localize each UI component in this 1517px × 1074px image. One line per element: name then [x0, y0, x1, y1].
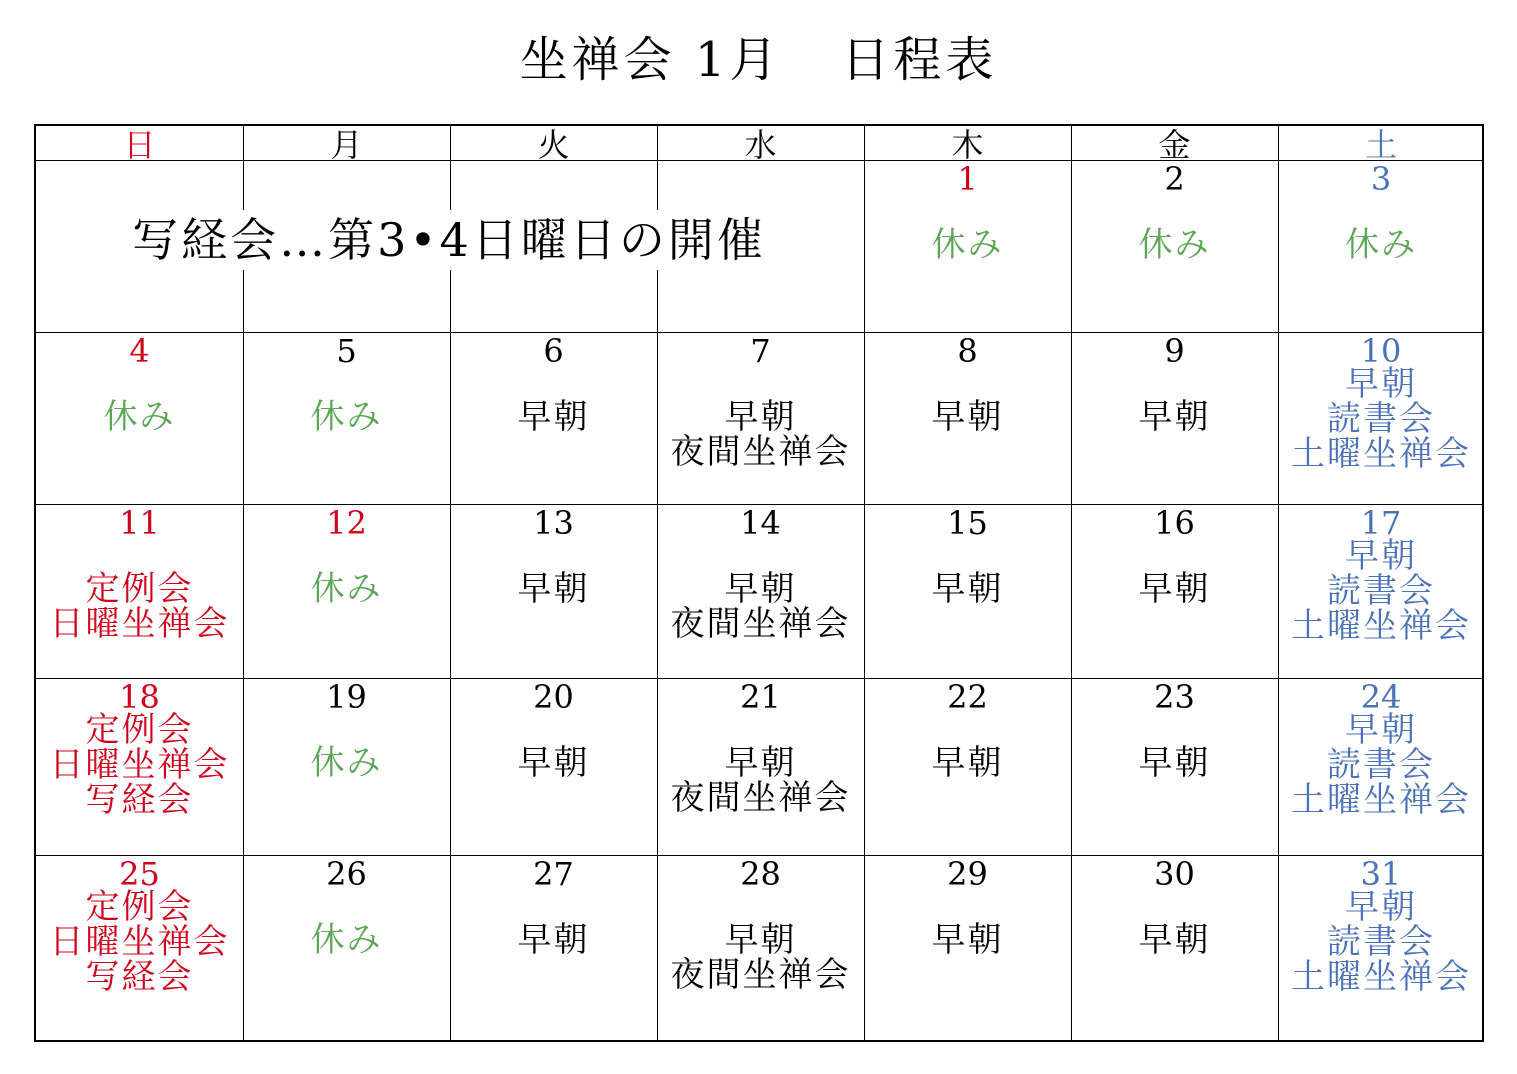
event-label: 休み: [103, 397, 176, 437]
day-number: 21: [740, 678, 781, 716]
day-cell[interactable]: [864, 160, 1071, 332]
event-label: 早朝: [1345, 536, 1417, 576]
event-label: 休み: [931, 225, 1004, 265]
event-label: 早朝: [931, 743, 1004, 783]
day-cell[interactable]: [450, 678, 657, 855]
day-cell[interactable]: [657, 504, 864, 678]
day-number: 24: [1360, 678, 1402, 716]
event-label: 休み: [310, 920, 383, 960]
day-cell[interactable]: [1071, 332, 1278, 504]
event-label: 土曜坐禅会: [1291, 780, 1471, 820]
day-cell[interactable]: [864, 504, 1071, 678]
weekday-header: 水: [744, 126, 777, 164]
event-label: 夜間坐禅会: [670, 604, 851, 644]
event-label: 日曜坐禅会: [49, 604, 230, 644]
day-number: 31: [1360, 855, 1402, 893]
day-number: 18: [119, 678, 160, 716]
day-cell[interactable]: [450, 160, 657, 332]
day-number: 5: [336, 332, 357, 370]
day-cell[interactable]: [1278, 504, 1484, 678]
day-cell[interactable]: [450, 332, 657, 504]
day-cell[interactable]: [1071, 160, 1278, 332]
event-label: 早朝: [724, 743, 797, 783]
day-number: 2: [1164, 160, 1185, 198]
event-label: 早朝: [724, 920, 797, 960]
day-number: 3: [1370, 160, 1392, 198]
day-number: 19: [326, 678, 367, 716]
event-label: 早朝: [1138, 743, 1211, 783]
day-cell[interactable]: [1071, 678, 1278, 855]
day-cell[interactable]: [243, 504, 450, 678]
day-cell[interactable]: [1071, 855, 1278, 1042]
event-label: 早朝: [517, 569, 590, 609]
day-number: 12: [326, 504, 367, 542]
event-label: 早朝: [931, 397, 1004, 437]
event-label: 早朝: [517, 743, 590, 783]
weekday-header: 木: [951, 126, 984, 164]
day-number: 11: [119, 504, 160, 542]
weekday-header: 日: [123, 126, 156, 164]
day-number: 26: [326, 855, 367, 893]
event-label: 写経会: [85, 780, 194, 820]
banner-notice: 写経会…第3•4日曜日の開催: [36, 210, 862, 270]
event-label: 土曜坐禅会: [1291, 957, 1471, 997]
day-number: 1: [957, 160, 978, 198]
day-cell[interactable]: [864, 855, 1071, 1042]
day-number: 25: [119, 855, 160, 893]
day-cell[interactable]: [864, 332, 1071, 504]
day-number: 15: [947, 504, 988, 542]
event-label: 土曜坐禅会: [1291, 606, 1471, 646]
event-label: 早朝: [1138, 920, 1211, 960]
weekday-header: 火: [537, 126, 570, 164]
event-label: 早朝: [1345, 364, 1417, 404]
weekday-header: 土: [1364, 126, 1397, 164]
event-label: 早朝: [931, 569, 1004, 609]
event-label: 早朝: [724, 569, 797, 609]
event-label: 早朝: [517, 397, 590, 437]
calendar-grid: [34, 124, 1484, 1042]
event-label: 写経会: [85, 957, 194, 997]
event-label: 夜間坐禅会: [670, 955, 851, 995]
title-right: 日程表: [841, 32, 998, 88]
day-number: 6: [543, 332, 564, 370]
day-cell[interactable]: [657, 678, 864, 855]
weekday-header: 月: [330, 126, 363, 164]
day-number: 7: [750, 332, 771, 370]
event-label: 読書会: [1327, 745, 1435, 785]
day-number: 9: [1164, 332, 1185, 370]
day-cell[interactable]: [657, 855, 864, 1042]
day-number: 16: [1154, 504, 1195, 542]
event-label: 早朝: [1138, 397, 1211, 437]
event-label: 夜間坐禅会: [670, 432, 851, 472]
day-cell[interactable]: [36, 855, 243, 1042]
day-cell[interactable]: [1278, 678, 1484, 855]
day-number: 22: [947, 678, 988, 716]
day-cell[interactable]: [864, 678, 1071, 855]
event-label: 早朝: [517, 920, 590, 960]
day-number: 13: [533, 504, 574, 542]
event-label: 休み: [310, 569, 383, 609]
day-cell[interactable]: [243, 332, 450, 504]
day-cell[interactable]: [243, 855, 450, 1042]
day-cell[interactable]: [36, 160, 243, 332]
day-cell[interactable]: [1278, 160, 1484, 332]
day-number: 30: [1154, 855, 1195, 893]
day-cell[interactable]: [1278, 855, 1484, 1042]
day-cell[interactable]: [1071, 504, 1278, 678]
day-number: 27: [533, 855, 574, 893]
day-cell[interactable]: [657, 160, 864, 332]
day-number: 20: [533, 678, 574, 716]
day-number: 4: [129, 332, 150, 370]
day-cell[interactable]: [450, 855, 657, 1042]
event-label: 日曜坐禅会: [49, 922, 230, 962]
day-number: 10: [1360, 332, 1402, 370]
event-label: 定例会: [85, 710, 194, 750]
event-label: 早朝: [1345, 710, 1417, 750]
event-label: 早朝: [1345, 887, 1417, 927]
event-label: 土曜坐禅会: [1291, 434, 1471, 474]
weekday-header: 金: [1158, 126, 1191, 164]
day-cell[interactable]: [243, 678, 450, 855]
day-cell[interactable]: [36, 678, 243, 855]
day-number: 23: [1154, 678, 1195, 716]
event-label: 早朝: [931, 920, 1004, 960]
day-cell[interactable]: [36, 332, 243, 504]
day-cell[interactable]: [36, 504, 243, 678]
day-cell[interactable]: [450, 504, 657, 678]
event-label: 早朝: [1138, 569, 1211, 609]
day-number: 8: [957, 332, 978, 370]
day-cell[interactable]: [1278, 332, 1484, 504]
event-label: 休み: [1138, 225, 1211, 265]
day-cell[interactable]: [243, 160, 450, 332]
event-label: 定例会: [85, 887, 194, 927]
event-label: 休み: [1345, 225, 1417, 265]
event-label: 休み: [310, 743, 383, 783]
event-label: 読書会: [1327, 922, 1435, 962]
event-label: 定例会: [85, 569, 194, 609]
event-label: 休み: [310, 397, 383, 437]
day-number: 17: [1360, 504, 1402, 542]
event-label: 日曜坐禅会: [49, 745, 230, 785]
day-number: 14: [740, 504, 781, 542]
event-label: 読書会: [1327, 399, 1435, 439]
event-label: 読書会: [1327, 571, 1435, 611]
title-left: 坐禅会 1月: [519, 32, 782, 88]
day-cell[interactable]: [657, 332, 864, 504]
day-number: 28: [740, 855, 781, 893]
day-number: 29: [947, 855, 988, 893]
page-title: [0, 28, 1517, 92]
event-label: 夜間坐禅会: [670, 778, 851, 818]
event-label: 早朝: [724, 397, 797, 437]
